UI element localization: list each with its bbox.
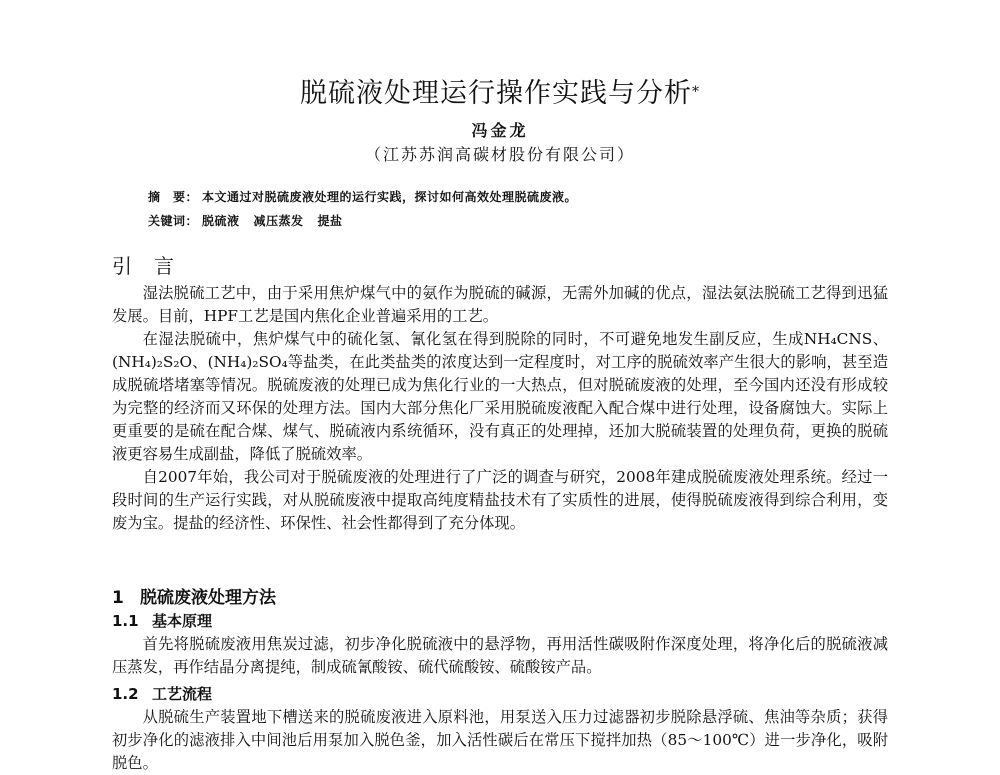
keywords-label: 关键词： xyxy=(148,214,199,228)
section-number: 1 xyxy=(112,588,124,608)
section-paragraph: 从脱硫生产装置地下槽送来的脱硫废液进入原料池，用泵送入压力过滤器初步脱除悬浮硫、焦油等杂质；获得初步净化的滤液排入中间池后用泵加入脱色釜，加入活性碳后在常压下搅拌加热（85～100℃）进一步净化，吸附脱色。 xyxy=(112,708,888,772)
subsection-title: 工艺流程 xyxy=(152,685,213,703)
section-1-heading xyxy=(112,586,276,610)
keyword: 脱硫液 xyxy=(202,214,240,228)
title-footnote-mark: * xyxy=(692,84,700,100)
section-paragraph: 首先将脱硫废液用焦炭过滤，初步净化脱硫液中的悬浮物，再用活性碳吸附作深度处理，将净化后的脱硫液减压蒸发，再作结晶分离提纯，制成硫氰酸铵、硫代硫酸铵、硫酸铵产品。 xyxy=(112,635,888,676)
intro-paragraph: 湿法脱硫工艺中，由于采用焦炉煤气中的氨作为脱硫的碱源，无需外加碱的优点，湿法氨法脱硫工艺得到迅猛发展。目前，HPF工艺是国内焦化企业普遍采用的工艺。 xyxy=(112,284,888,325)
intro-body xyxy=(112,282,888,535)
intro-heading: 引言 xyxy=(112,254,196,278)
intro-paragraph: 自2007年始，我公司对于脱硫废液的处理进行了广泛的调查与研究，2008年建成脱硫废液处理系统。经过一段时间的生产运行实践，对从脱硫废液中提取高纯度精盐技术有了实质性的进展，使得脱硫废液得到综合利用，变废为宝。提盐的经济性、环保性、社会性都得到了充分体现。 xyxy=(112,468,888,532)
abstract-text: 本文通过对脱硫废液处理的运行实践，探讨如何高效处理脱硫废液。 xyxy=(202,190,578,204)
title-text: 脱硫液处理运行操作实践与分析 xyxy=(300,78,692,109)
subsection-title: 基本原理 xyxy=(152,612,213,630)
section-1-1-heading xyxy=(112,610,212,632)
abstract-label: 摘 要： xyxy=(148,190,199,204)
intro-paragraph: 在湿法脱硫中，焦炉煤气中的硫化氢、氰化氢在得到脱除的同时，不可避免地发生副反应，生成NH₄CNS、(NH₄)₂S₂O、(NH₄)₂SO₄等盐类，在此类盐类的浓度达到一定程度时，对工序的脱硫效率产生很大的影响，甚至造成脱硫塔堵塞等情况。脱硫废液的处理已成为焦化行业的一大热点，但对脱硫废液的处理，至今国内还没有形成较为完整的经济而又环保的处理方法。国内大部分焦化厂采用脱硫废液配入配合煤中进行处理，设备腐蚀大。实际上更重要的是硫在配合煤、煤气、脱硫液内系统循环，没有真正的处理掉，还加大脱硫装置的处理负荷，更换的脱硫液更容易生成副盐，降低了脱硫效率。 xyxy=(112,330,888,463)
section-1-2-body xyxy=(112,706,888,775)
paper-title xyxy=(0,76,1000,112)
section-1-2-heading xyxy=(112,683,212,705)
keyword: 提盐 xyxy=(317,214,343,228)
author-affiliation: （江苏苏润高碳材股份有限公司） xyxy=(364,145,635,164)
keyword: 减压蒸发 xyxy=(253,214,304,228)
author-name: 冯金龙 xyxy=(471,121,529,140)
keywords xyxy=(148,210,908,232)
section-1-1-body xyxy=(112,633,888,679)
subsection-number: 1.1 xyxy=(112,612,139,630)
abstract xyxy=(148,186,908,208)
subsection-number: 1.2 xyxy=(112,685,139,703)
section-title: 脱硫废液处理方法 xyxy=(140,588,276,608)
